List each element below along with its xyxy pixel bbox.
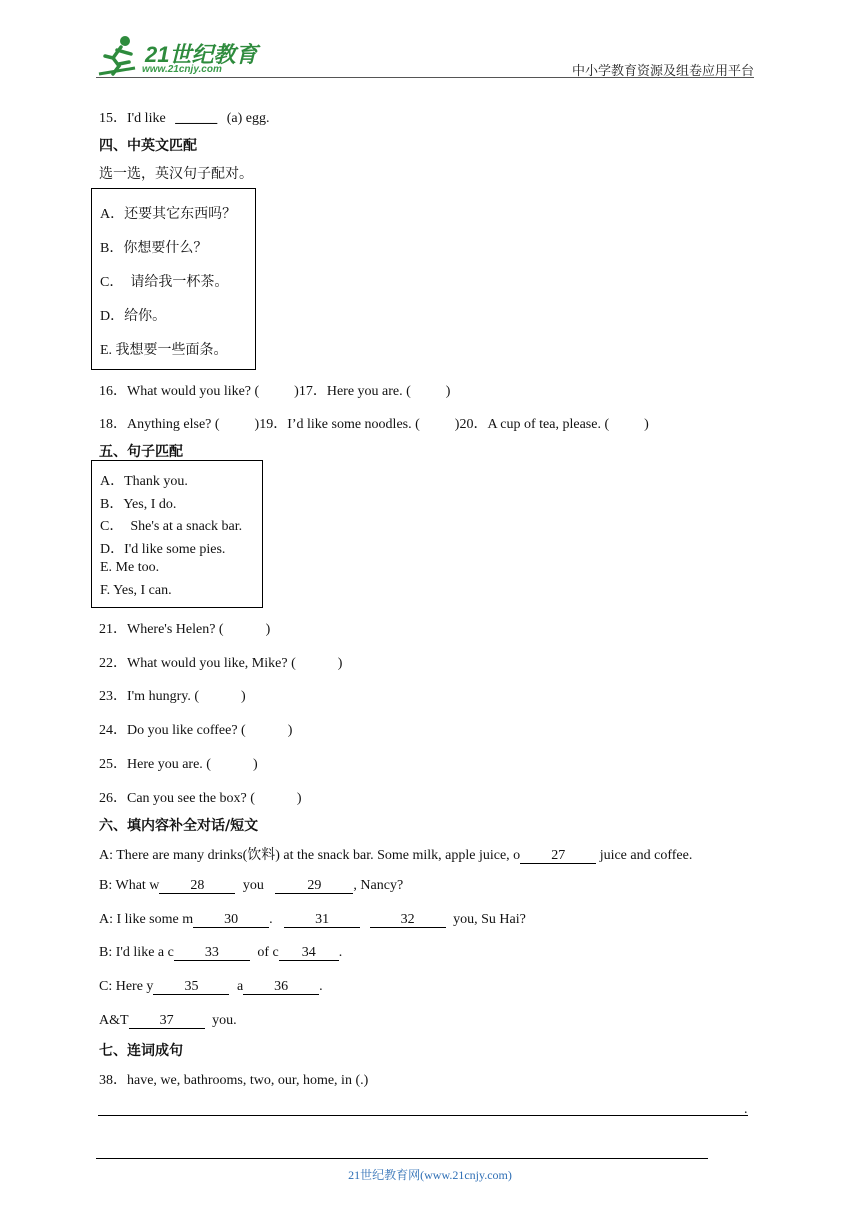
answer-blank-32: 32 xyxy=(370,913,446,928)
answer-blank-34: 34 xyxy=(279,946,339,961)
option-b: B．你想要什么？ xyxy=(100,241,208,256)
question-22: 22．What would you like, Mike? ( ) xyxy=(99,656,343,671)
questions-18-20: 18．Anything else? ( )19．I’d like some noodles. ( )20．A cup of tea, please. ( ) xyxy=(99,417,649,432)
question-15 xyxy=(99,107,269,127)
dialogue-line-3 xyxy=(99,912,526,928)
dialogue-line-6 xyxy=(99,1013,237,1029)
questions-16-17: 16．What would you like? ( )17．Here you are. ( ) xyxy=(99,384,451,399)
footer-divider xyxy=(96,1158,708,1159)
answer-blank: ______ xyxy=(175,111,218,126)
option-d: D．I'd like some pies. xyxy=(100,542,226,557)
dialogue-text: B: I'd like a c xyxy=(99,945,174,960)
question-text: I'd like xyxy=(127,111,166,126)
dialogue-text: A: I like some m xyxy=(99,912,194,927)
option-d: D．给你。 xyxy=(100,309,167,324)
option-a: A．还要其它东西吗？ xyxy=(100,207,237,222)
dialogue-text: you, Su Hai? xyxy=(453,912,526,927)
dialogue-text: C: Here y xyxy=(99,979,154,994)
option-e: E. 我想要一些面条。 xyxy=(100,343,228,358)
option-c: C． 请给我一杯茶。 xyxy=(100,275,229,290)
logo-url: www.21cnjy.com xyxy=(142,64,222,75)
answer-blank-37: 37 xyxy=(129,1014,205,1029)
answer-blank-36: 36 xyxy=(243,980,319,995)
answer-line xyxy=(98,1115,748,1116)
question-23: 23．I'm hungry. ( ) xyxy=(99,689,246,704)
question-38: 38．have, we, bathrooms, two, our, home, in (.) xyxy=(99,1073,369,1088)
section-5-title: 五、句子匹配 xyxy=(99,444,183,460)
dialogue-text: juice and coffee. xyxy=(596,848,693,863)
section-7-title: 七、连词成句 xyxy=(99,1043,183,1059)
dialogue-line-1 xyxy=(99,844,692,864)
logo-text: 21世纪教育 xyxy=(145,42,258,67)
answer-blank-28: 28 xyxy=(159,879,235,894)
option-e: E. Me too. xyxy=(100,560,160,575)
answer-end-mark: . xyxy=(744,1102,748,1117)
answer-blank-31: 31 xyxy=(284,913,360,928)
option-b: B．Yes, I do. xyxy=(100,497,177,512)
question-number: 15． xyxy=(99,111,127,126)
option-f: F. Yes, I can. xyxy=(100,583,172,598)
dialogue-line-4 xyxy=(99,945,342,961)
question-25: 25．Here you are. ( ) xyxy=(99,757,258,772)
dialogue-line-2 xyxy=(99,878,403,894)
answer-blank-33: 33 xyxy=(174,946,250,961)
section-4-title: 四、中英文匹配 xyxy=(99,138,197,154)
dialogue-text: you xyxy=(242,878,264,893)
question-21: 21．Where's Helen? ( ) xyxy=(99,622,271,637)
runner-logo-icon xyxy=(95,34,147,80)
footer-text: 21世纪教育网(www.21cnjy.com) xyxy=(348,1168,512,1182)
dialogue-text: a xyxy=(236,979,244,994)
option-a: A．Thank you. xyxy=(100,474,188,489)
dialogue-text: , Nancy? xyxy=(353,878,404,893)
option-c: C． She's at a snack bar. xyxy=(100,519,243,534)
dialogue-text: A&T xyxy=(99,1013,129,1028)
question-26: 26．Can you see the box? ( ) xyxy=(99,791,302,806)
header-divider xyxy=(96,77,754,78)
dialogue-text: . xyxy=(269,912,273,927)
answer-blank-29: 29 xyxy=(275,879,353,894)
dialogue-text: B: What w xyxy=(99,878,160,893)
dialogue-line-5 xyxy=(99,979,323,995)
answer-blank-30: 30 xyxy=(193,913,269,928)
answer-blank-27: 27 xyxy=(520,849,596,864)
section-6-title: 六、填内容补全对话/短文 xyxy=(99,818,259,834)
dialogue-text: . xyxy=(319,979,323,994)
section-4-instruction: 选一选，英汉句子配对。 xyxy=(99,167,253,182)
answer-blank-35: 35 xyxy=(153,980,229,995)
dialogue-text: A: There are many drinks(饮料) at the snack bar. Some milk, apple juice, o xyxy=(99,848,521,863)
question-text: (a) egg. xyxy=(226,111,270,126)
dialogue-text: of c xyxy=(257,945,279,960)
question-24: 24．Do you like coffee? ( ) xyxy=(99,723,293,738)
dialogue-text: . xyxy=(338,945,343,960)
dialogue-text: you. xyxy=(212,1013,237,1028)
header-title: 中小学教育资源及组卷应用平台 xyxy=(571,63,754,78)
